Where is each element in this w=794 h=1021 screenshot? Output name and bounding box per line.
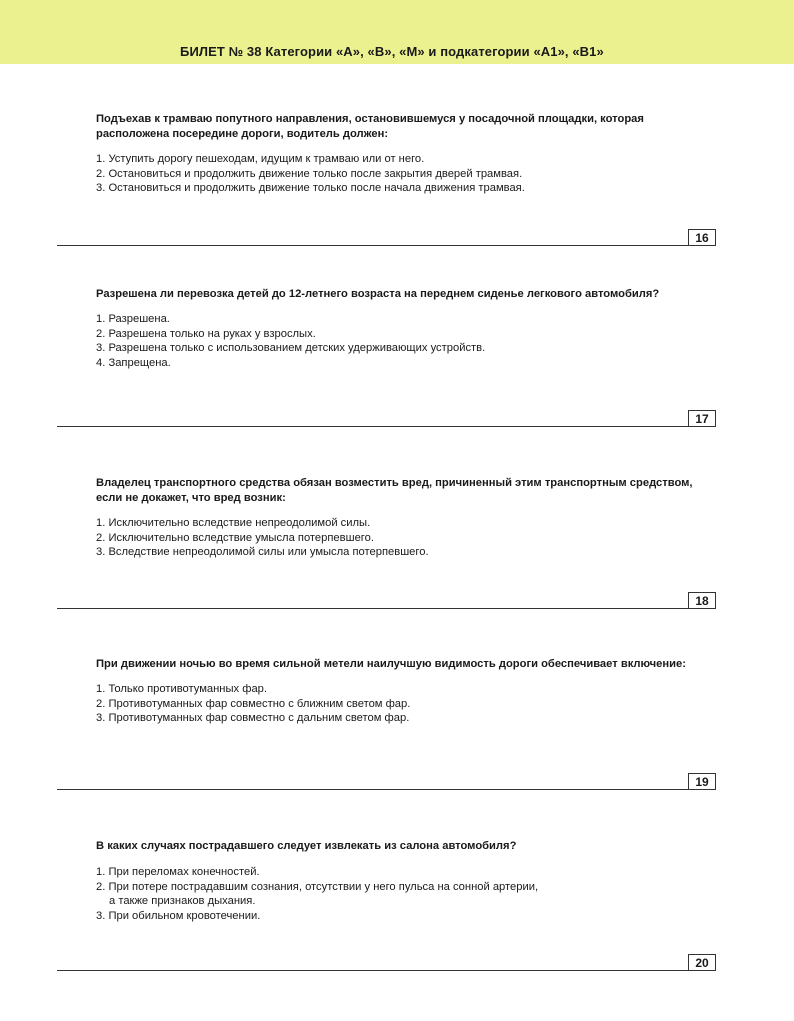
answer-option: 2. Разрешена только на руках у взрослых. bbox=[96, 327, 316, 340]
answer-option-continuation: а также признаков дыхания. bbox=[109, 895, 256, 907]
answer-list bbox=[96, 152, 696, 196]
answer-option: 3. Противотуманных фар совместно с дальним светом фар. bbox=[96, 712, 410, 724]
question-divider bbox=[57, 789, 688, 790]
question-number-badge: 20 bbox=[688, 954, 716, 971]
question-number-badge: 17 bbox=[688, 410, 716, 427]
question-number-badge: 18 bbox=[688, 592, 716, 609]
ticket-categories: Категории «А», «В», «М» и подкатегории «А1», «В1» bbox=[265, 44, 604, 59]
question-16 bbox=[96, 112, 696, 196]
answer-option: 1. Исключительно вследствие непреодолимой силы. bbox=[96, 517, 371, 529]
answer-option: 1. Уступить дорогу пешеходам, идущим к трамваю или от него. bbox=[96, 153, 425, 165]
ticket-title bbox=[180, 44, 604, 59]
ticket-header bbox=[0, 0, 794, 64]
question-divider bbox=[57, 970, 688, 971]
answer-option-text: 2. При потере пострадавшим сознания, отсутствии у него пульса на сонной артерии, bbox=[96, 880, 539, 893]
answer-option: 2. Исключительно вследствие умысла потерпевшего. bbox=[96, 531, 374, 544]
answer-option: 3. Остановиться и продолжить движение только после начала движения трамвая. bbox=[96, 182, 525, 194]
answer-option: 3. Разрешена только с использованием детских удерживающих устройств. bbox=[96, 342, 486, 354]
question-18 bbox=[96, 476, 696, 560]
question-divider bbox=[57, 245, 688, 246]
question-text: Подъехав к трамваю попутного направления, остановившемуся у посадочной площадки, которая расположена посередине дороги, водитель должен: bbox=[96, 113, 644, 140]
answer-list bbox=[96, 682, 696, 726]
answer-option: 4. Запрещена. bbox=[96, 356, 171, 369]
question-20 bbox=[96, 839, 696, 923]
question-text: Владелец транспортного средства обязан возместить вред, причиненный этим транспортным средством, если не докажет, что вред возник: bbox=[96, 477, 693, 504]
answer-option: 1. Разрешена. bbox=[96, 313, 170, 325]
answer-option: 2. Остановиться и продолжить движение только после закрытия дверей трамвая. bbox=[96, 167, 523, 180]
ticket-number: БИЛЕТ № 38 bbox=[180, 44, 262, 59]
question-text: При движении ночью во время сильной метели наилучшую видимость дороги обеспечивает включение: bbox=[96, 658, 686, 670]
answer-list bbox=[96, 516, 696, 560]
question-number-badge: 19 bbox=[688, 773, 716, 790]
question-text: Разрешена ли перевозка детей до 12-летнего возраста на переднем сиденье легкового автомобиля? bbox=[96, 288, 660, 300]
answer-option bbox=[96, 880, 696, 909]
question-number-badge: 16 bbox=[688, 229, 716, 246]
answer-option: 1. При переломах конечностей. bbox=[96, 866, 260, 878]
answer-list bbox=[96, 865, 696, 923]
question-text: В каких случаях пострадавшего следует извлекать из салона автомобиля? bbox=[96, 840, 517, 852]
answer-option: 3. При обильном кровотечении. bbox=[96, 909, 261, 922]
question-divider bbox=[57, 608, 688, 609]
question-19 bbox=[96, 657, 696, 726]
answer-option: 1. Только противотуманных фар. bbox=[96, 683, 267, 695]
answer-option: 3. Вследствие непреодолимой силы или умысла потерпевшего. bbox=[96, 546, 429, 558]
answer-option: 2. Противотуманных фар совместно с ближним светом фар. bbox=[96, 697, 411, 710]
question-17 bbox=[96, 287, 696, 370]
answer-list bbox=[96, 312, 696, 370]
question-divider bbox=[57, 426, 688, 427]
